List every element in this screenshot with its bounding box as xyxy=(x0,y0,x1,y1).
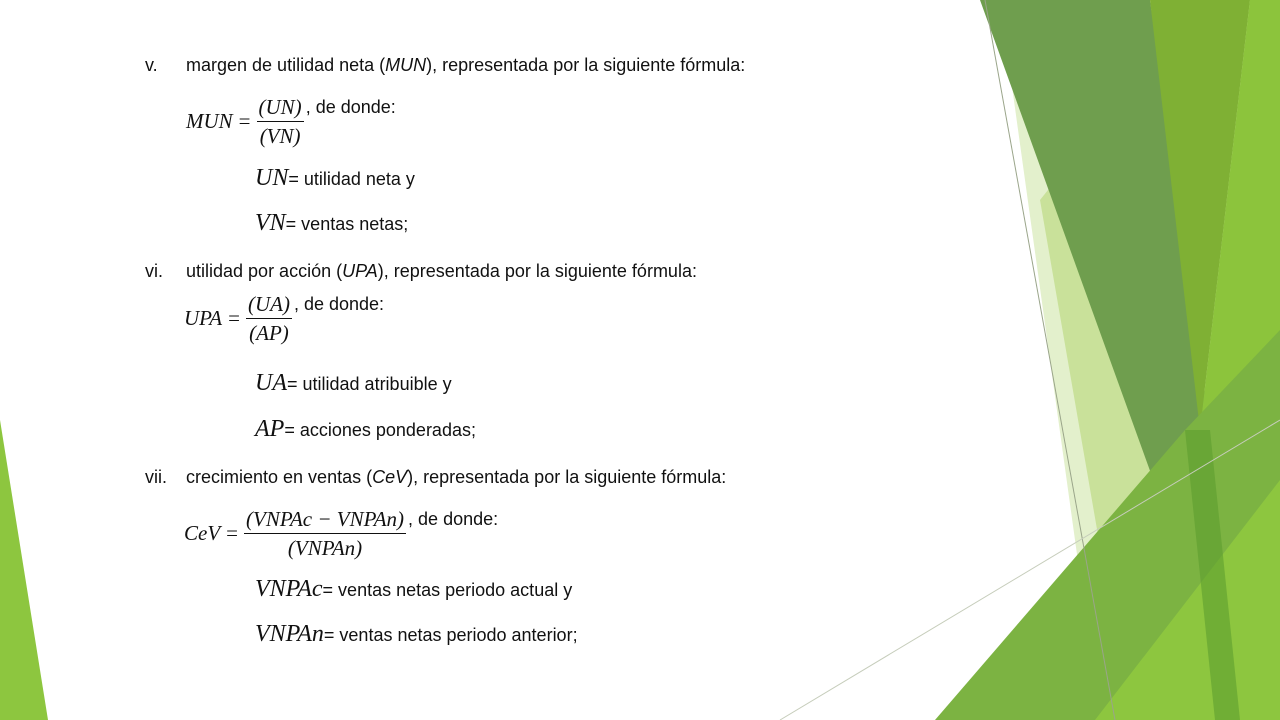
definition-vn: VN = ventas netas; xyxy=(255,210,409,236)
formula-mun: MUN = $\frac{(UN)}{(VN)}$ , de donde: xyxy=(186,95,396,148)
item-number: vii. xyxy=(145,467,167,487)
section-heading: margen de utilidad neta (MUN), representada por la siguiente fórmula: xyxy=(186,55,746,75)
section-heading: utilidad por acción (UPA), representada por la siguiente fórmula: xyxy=(186,261,697,281)
formula-cev: CeV = $\frac{\text{(VNPAc − VNPAn)}}{\text{(VNPAn)}}$ , de donde: xyxy=(184,507,499,560)
definition-ua: UA = utilidad atribuible y xyxy=(255,370,452,396)
fraction: $\frac{(UN)}{(VN)}$ xyxy=(258,95,302,148)
item-number: v. xyxy=(145,55,158,75)
left-green-shape xyxy=(0,420,48,720)
definition-un: UN = utilidad neta y xyxy=(255,165,415,191)
section-heading: crecimiento en ventas (CeV), representada por la siguiente fórmula: xyxy=(186,467,727,487)
formula-upa: UPA = $\frac{(UA)}{(AP)}$ , de donde: xyxy=(184,292,385,345)
fraction: $\frac{(UA)}{(AP)}$ xyxy=(247,292,290,345)
item-number: vi. xyxy=(145,261,163,281)
fraction: $\frac{\text{(VNPAc − VNPAn)}}{\text{(VNPAn)}}$ xyxy=(246,507,405,560)
definition-vnpac: VNPAc = ventas netas periodo actual y xyxy=(255,576,573,602)
definition-vnpan: VNPAn = ventas netas periodo anterior; xyxy=(255,621,578,647)
definition-ap: AP = acciones ponderadas; xyxy=(255,416,476,442)
